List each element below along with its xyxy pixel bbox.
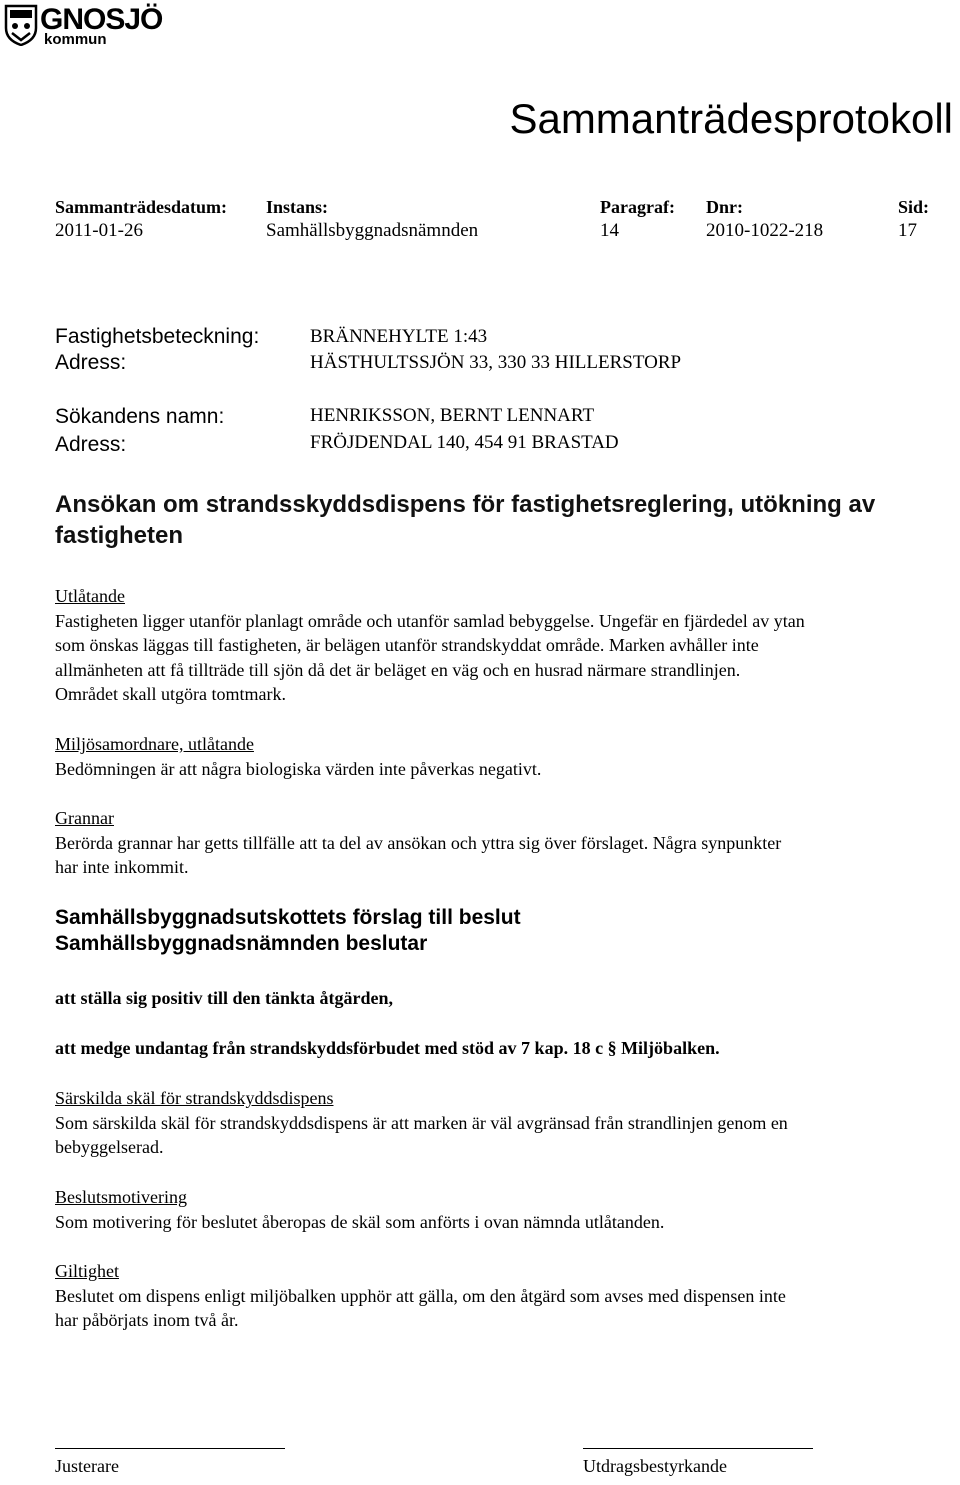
paragraf-value: 14 — [600, 220, 619, 241]
text-line: Beslutet om dispens enligt miljöbalken upphör att gälla, om den åtgärd som avses med dispensen inte — [55, 1285, 786, 1306]
instans-value: Samhällsbyggnadsnämnden — [266, 220, 479, 241]
instans-label: Instans: — [266, 197, 329, 217]
logo-wordmark: GNOSJÖ — [40, 3, 163, 36]
paragraf-label: Paragraf: — [600, 197, 675, 217]
section-heading: Särskilda skäl för strandskyddsdispens — [55, 1088, 334, 1108]
section-sarskilda-skal — [55, 1086, 955, 1160]
gnosjo-logo — [4, 4, 174, 48]
applicant-name-value: HENRIKSSON, BERNT LENNART — [310, 405, 595, 426]
applicant-address-value: FRÖJDENDAL 140, 454 91 BRASTAD — [310, 432, 619, 453]
dnr-value: 2010-1022-218 — [706, 220, 824, 241]
section-grannar — [55, 806, 955, 880]
dnr-label: Dnr: — [706, 197, 743, 217]
proposal-heading: Samhällsbyggnadsutskottets förslag till beslut — [55, 906, 521, 929]
text-line: Området skall utgöra tomtmark. — [55, 684, 286, 704]
section-heading: Miljösamordnare, utlåtande — [55, 734, 254, 754]
decision-item: att ställa sig positiv till den tänkta åtgärden, — [55, 988, 394, 1008]
text-line: bebyggelserad. — [55, 1137, 164, 1157]
decision-heading: Samhällsbyggnadsnämnden beslutar — [55, 932, 428, 955]
municipal-crest-icon — [4, 4, 38, 46]
text-line: har inte inkommit. — [55, 857, 189, 877]
case-heading: Ansökan om strandsskyddsdispens för fastighetsreglering, utökning av fastigheten — [55, 491, 876, 549]
section-giltighet — [55, 1259, 955, 1333]
applicant-address-label: Adress: — [55, 433, 127, 456]
section-heading: Giltighet — [55, 1261, 119, 1281]
text-line: Som motivering för beslutet åberopas de skäl som anförts i ovan nämnda utlåtanden. — [55, 1211, 665, 1232]
text-line: Bedömningen är att några biologiska värden inte påverkas negativt. — [55, 758, 542, 779]
meeting-date-value: 2011-01-26 — [55, 220, 143, 241]
section-heading: Utlåtande — [55, 586, 125, 606]
property-address-value: HÄSTHULTSSJÖN 33, 330 33 HILLERSTORP — [310, 352, 682, 373]
text-line: som önskas läggas till fastigheten, är belägen utanför strandskyddat område. Marken avhåller inte — [55, 635, 759, 655]
text-line: Som särskilda skäl för strandskyddsdispens är att marken är väl avgränsad från strandlinjen genom en — [55, 1112, 788, 1133]
property-address-label: Adress: — [55, 351, 127, 374]
property-designation-label: Fastighetsbeteckning: — [55, 325, 260, 348]
text-line: Berörda grannar har getts tillfälle att ta del av ansökan och yttra sig över förslaget. Några synpunkter — [55, 832, 782, 853]
decision-item: att medge undantag från strandskyddsförbudet med stöd av 7 kap. 18 c § Miljöbalken. — [55, 1038, 720, 1058]
section-beslutsmotivering — [55, 1185, 955, 1234]
signature-label-justerare: Justerare — [55, 1456, 119, 1476]
applicant-name-label: Sökandens namn: — [55, 405, 225, 428]
document-title: Sammanträdesprotokoll — [509, 95, 953, 142]
property-designation-value: BRÄNNEHYLTE 1:43 — [310, 326, 488, 347]
logo-subtitle: kommun — [44, 31, 107, 48]
signature-line-utdrag — [583, 1448, 813, 1449]
section-miljo — [55, 732, 955, 781]
text-line: allmänheten att få tillträde till sjön då det är beläget en väg och en husrad närmare strandlinjen. — [55, 659, 741, 680]
text-line: har påbörjats inom två år. — [55, 1310, 239, 1330]
meeting-date-label: Sammanträdesdatum: — [55, 197, 228, 217]
sid-value: 17 — [898, 220, 917, 241]
section-heading: Grannar — [55, 808, 114, 828]
signature-label-utdrag: Utdragsbestyrkande — [583, 1456, 727, 1476]
section-utlatande — [55, 584, 955, 707]
section-heading: Beslutsmotivering — [55, 1187, 187, 1207]
text-line: Fastigheten ligger utanför planlagt område och utanför samlad bebyggelse. Ungefär en fjärdedel av ytan — [55, 610, 805, 631]
signature-line-justerare — [55, 1448, 285, 1449]
sid-label: Sid: — [898, 197, 930, 217]
